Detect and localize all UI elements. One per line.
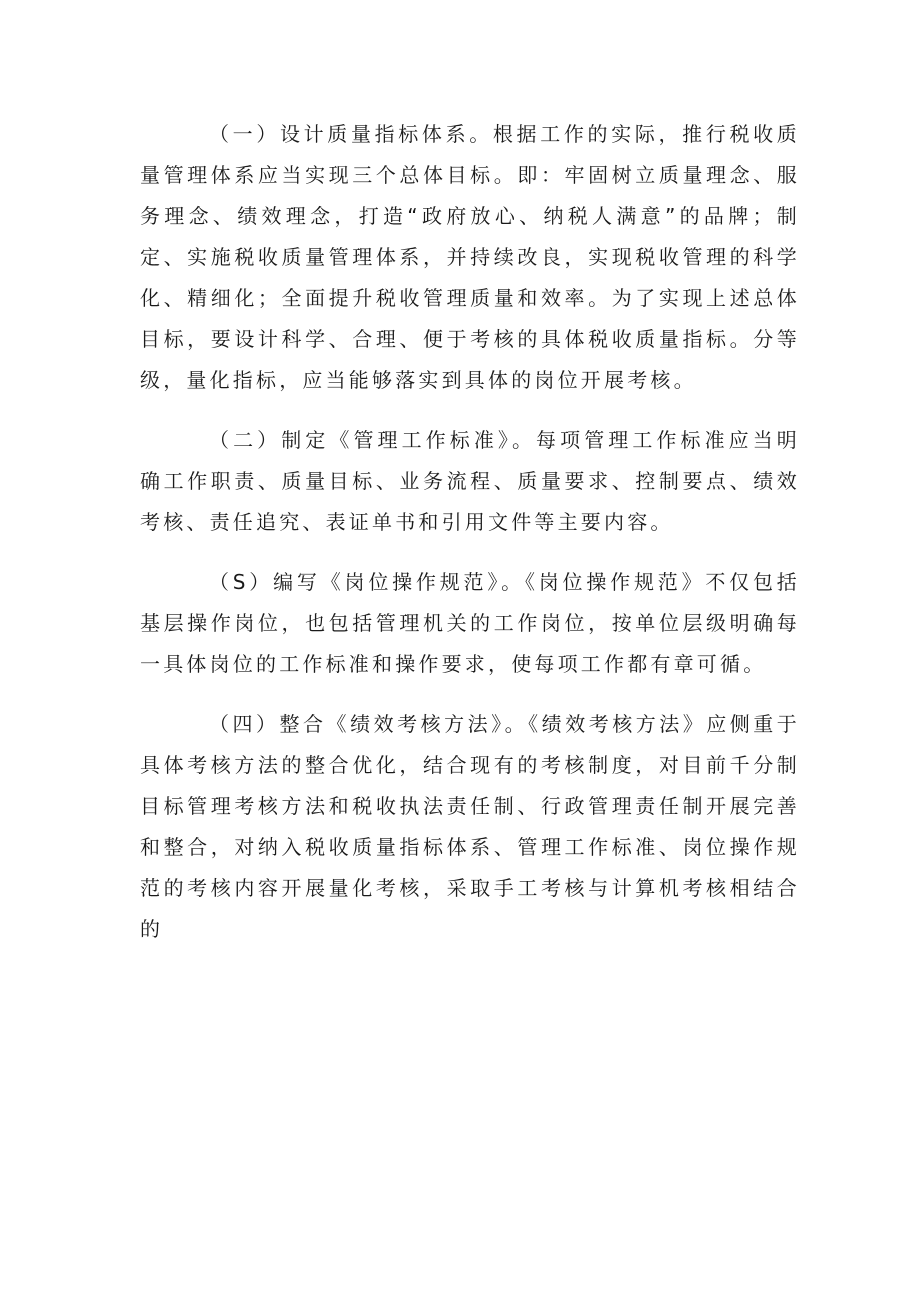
paragraph-management-work-standard: （二）制定《管理工作标准》。每项管理工作标准应当明确工作职责、质量目标、业务流程、质量要求、控制要点、绩效考核、责任追究、表证单书和引用文件等主要内容。 [140,428,800,534]
document-body [140,114,800,950]
paragraph-performance-assessment-method: （四）整合《绩效考核方法》。《绩效考核方法》应侧重于具体考核方法的整合优化，结合现有的考核制度，对目前千分制目标管理考核方法和税收执法责任制、行政管理责任制开展完善和整合，对纳入税收质量指标体系、管理工作标准、岗位操作规范的考核内容开展量化考核，采取手工考核与计算机考核相结合的 [140,712,800,941]
paragraph-quality-indicator-system: （一）设计质量指标体系。根据工作的实际，推行税收质量管理体系应当实现三个总体目标。即：牢固树立质量理念、服务理念、绩效理念，打造“政府放心、纳税人满意”的品牌；制定、实施税收质量管理体系，并持续改良，实现税收管理的科学化、精细化；全面提升税收管理质量和效率。为了实现上述总体目标，要设计科学、合理、便于考核的具体税收质量指标。分等级，量化指标，应当能够落实到具体的岗位开展考核。 [140,122,800,392]
paragraph-post-operation-specification: （S）编写《岗位操作规范》。《岗位操作规范》不仅包括基层操作岗位，也包括管理机关的工作岗位，按单位层级明确每一具体岗位的工作标准和操作要求，使每项工作都有章可循。 [140,570,800,676]
